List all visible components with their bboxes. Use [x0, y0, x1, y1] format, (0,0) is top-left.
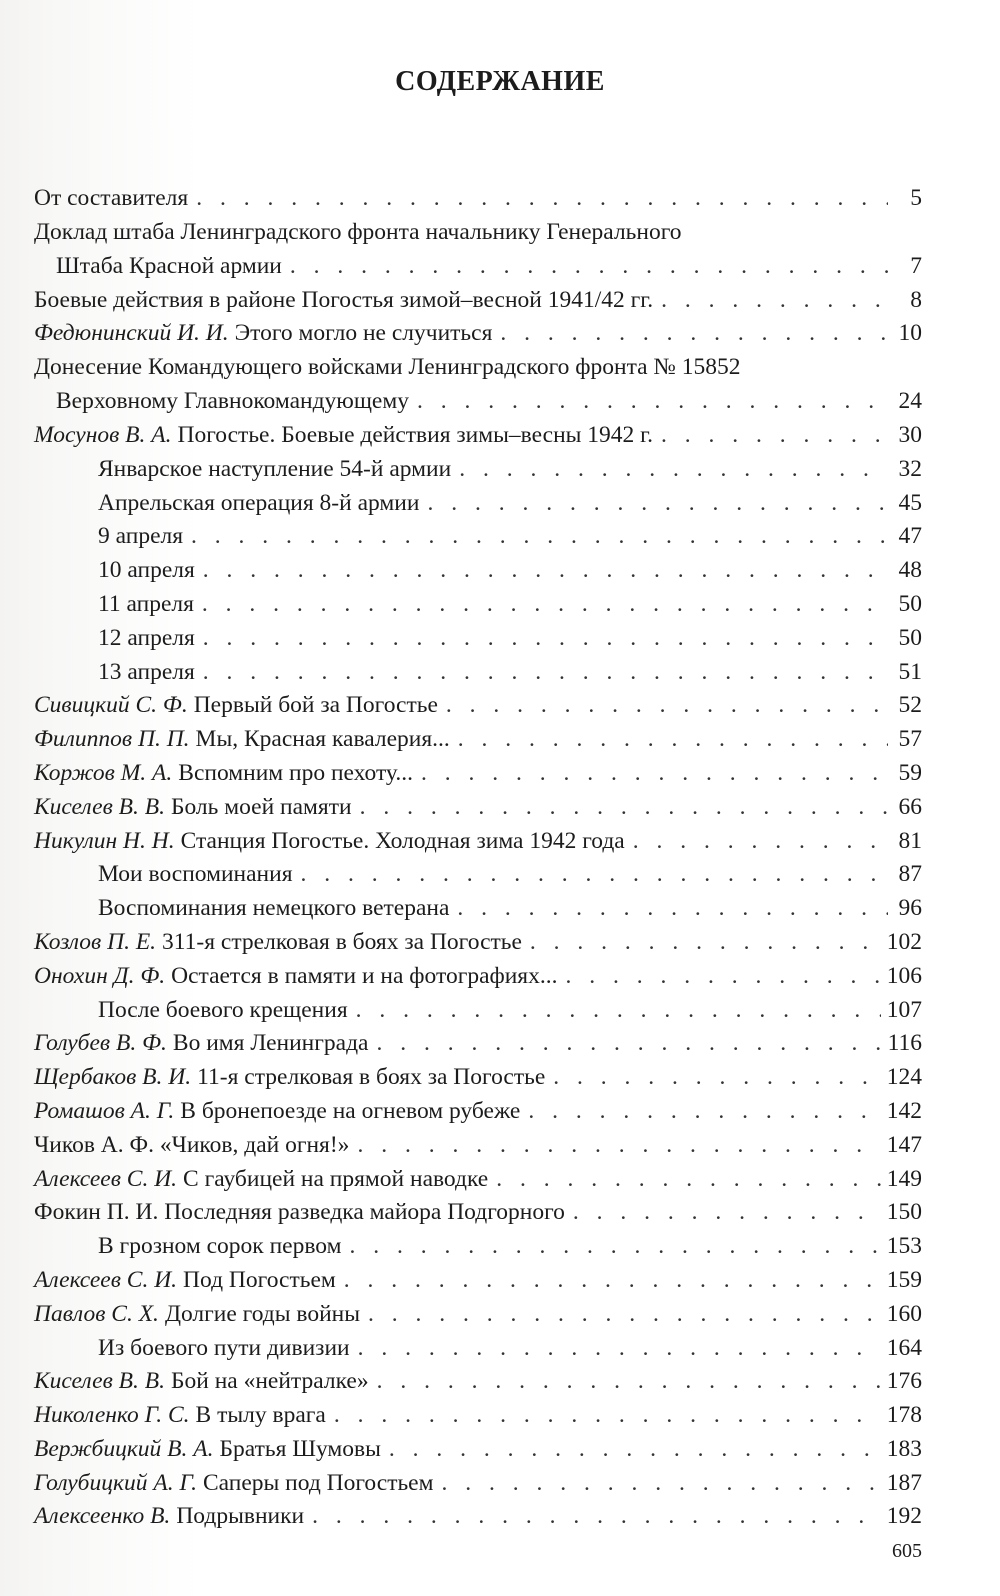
toc-entry-title: 10 апреля [98, 557, 195, 584]
toc-entry-title: Бой на «нейтралке» [171, 1368, 369, 1395]
toc-entry-title: Под Погостьем [183, 1266, 336, 1293]
leader-dots [360, 791, 888, 825]
leader-dots [417, 385, 888, 419]
toc-entry-title: Фокин П. И. Последняя разведка майора Подгорного [34, 1199, 565, 1226]
toc-entry [34, 351, 922, 385]
toc-entry-author: Филиппов П. П. [34, 726, 190, 753]
toc-entry-title: Донесение Командующего войсками Ленинградского фронта № 15852 [34, 354, 741, 381]
leader-dots [441, 1467, 880, 1501]
toc-entry [34, 1433, 922, 1467]
toc-entry-page: 102 [886, 928, 922, 955]
toc-entry-page: 8 [910, 286, 922, 313]
leader-dots [203, 554, 888, 588]
toc-entry-title: Саперы под Погостьем [202, 1469, 434, 1496]
toc-entry-title: Чиков А. Ф. «Чиков, дай огня!» [34, 1131, 350, 1158]
leader-dots [191, 520, 888, 554]
toc-entry-page: 183 [886, 1435, 922, 1462]
toc-entry-author: Никулин Н. Н. [34, 827, 175, 854]
toc-entry-author: Козлов П. Е. [34, 928, 157, 955]
leader-dots [356, 994, 881, 1028]
toc-entry-author: Вержбицкий В. А. [34, 1435, 214, 1462]
toc-entry-title: Станция Погостье. Холодная зима 1942 года [180, 827, 625, 854]
toc-entry-author: Киселев В. В. [34, 793, 165, 820]
leader-dots [358, 1332, 881, 1366]
toc-entry [34, 588, 922, 622]
leader-dots [376, 1027, 881, 1061]
toc-entry-title: В тылу врага [195, 1402, 326, 1429]
toc-entry [34, 1332, 922, 1366]
toc-entry-author: Павлов С. Х. [34, 1300, 159, 1327]
toc-entry-title: 9 апреля [98, 523, 184, 550]
toc-entry-title: 11 апреля [98, 590, 194, 617]
leader-dots [661, 419, 888, 453]
toc-entry-title: Вспомним про пехоту... [178, 759, 413, 786]
toc-entry-title: Во имя Ленинграда [172, 1030, 369, 1057]
leader-dots [357, 1129, 880, 1163]
leader-dots [633, 825, 888, 859]
toc-entry-page: 147 [886, 1131, 922, 1158]
toc-entry-page: 47 [898, 523, 922, 550]
toc-entry [34, 1500, 922, 1534]
leader-dots [389, 1433, 881, 1467]
toc-entry-page: 24 [898, 388, 922, 415]
toc-entry-title: Остается в памяти и на фотографиях... [171, 962, 558, 989]
toc-entry-page: 48 [898, 557, 922, 584]
toc-entry [34, 216, 922, 250]
leader-dots [446, 689, 888, 723]
toc-entry-page: 178 [886, 1402, 922, 1429]
toc-entry-title: 12 апреля [98, 624, 195, 651]
toc-entry-title: 311-я стрелковая в боях за Погостье [162, 928, 522, 955]
leader-dots [553, 1061, 880, 1095]
leader-dots [528, 1095, 880, 1129]
toc-entry [34, 182, 922, 216]
toc-entry-page: 107 [886, 996, 922, 1023]
toc-entry [34, 892, 922, 926]
toc-entry-author: Щербаков В. И. [34, 1064, 192, 1091]
toc-entry [34, 385, 922, 419]
toc-entry-title: От составителя [34, 185, 189, 211]
toc-entry-page: 192 [886, 1503, 922, 1530]
leader-dots [566, 960, 881, 994]
toc-entry-title: Доклад штаба Ленинградского фронта начальнику Генерального [34, 218, 682, 245]
leader-dots [312, 1500, 881, 1534]
leader-dots [203, 656, 888, 690]
leader-dots [530, 926, 881, 960]
toc-entry-page: 160 [886, 1300, 922, 1327]
toc-entry-title: В бронепоезде на огневом рубеже [180, 1097, 521, 1124]
toc-entry-author: Киселев В. В. [34, 1368, 165, 1395]
toc-entry [34, 284, 922, 318]
toc-entry [34, 1264, 922, 1298]
toc-entry-title: Воспоминания немецкого ветерана [98, 895, 450, 922]
page-title: СОДЕРЖАНИЕ [395, 66, 605, 97]
toc-entry [34, 1230, 922, 1264]
leader-dots [203, 622, 888, 656]
toc-entry [34, 825, 922, 859]
toc-entry [34, 1298, 922, 1332]
leader-dots [349, 1230, 880, 1264]
toc-entry [34, 689, 922, 723]
toc-entry-author: Алексеев С. И. [34, 1165, 178, 1192]
leader-dots [290, 250, 888, 284]
toc-entry-title: 13 апреля [98, 658, 195, 685]
leader-dots [500, 317, 888, 351]
toc-entry-page: 10 [898, 320, 922, 347]
toc-entry [34, 1129, 922, 1163]
page-number: 605 [892, 1540, 922, 1562]
toc-entry-author: Голубев В. Ф. [34, 1030, 167, 1057]
table-of-contents [34, 182, 922, 1534]
toc-entry [34, 926, 922, 960]
toc-entry [34, 250, 922, 284]
toc-entry [34, 1061, 922, 1095]
leader-dots [458, 723, 888, 757]
toc-entry [34, 554, 922, 588]
toc-entry-page: 50 [898, 624, 922, 651]
toc-entry-author: Мосунов В. А. [34, 421, 172, 448]
toc-entry-title: Апрельская операция 8-й армии [98, 489, 420, 516]
toc-entry-title: Боль моей памяти [171, 793, 352, 820]
toc-entry-page: 96 [898, 895, 922, 922]
leader-dots [573, 1196, 881, 1230]
leader-dots [496, 1163, 881, 1197]
toc-entry-page: 164 [886, 1334, 922, 1361]
toc-entry-title: Январское наступление 54-й армии [98, 455, 452, 482]
toc-entry [34, 520, 922, 554]
leader-dots [196, 182, 888, 216]
toc-entry-page: 124 [886, 1064, 922, 1091]
toc-entry [34, 317, 922, 351]
toc-entry-page: 116 [887, 1030, 922, 1057]
toc-entry-author: Голубицкий А. Г. [34, 1469, 197, 1496]
leader-dots [457, 892, 888, 926]
toc-entry-page: 57 [898, 726, 922, 753]
leader-dots [377, 1365, 881, 1399]
toc-entry-title: Из боевого пути дивизии [98, 1334, 350, 1361]
toc-entry [34, 487, 922, 521]
leader-dots [368, 1298, 881, 1332]
toc-entry [34, 757, 922, 791]
toc-entry-page: 45 [898, 489, 922, 516]
toc-entry-title: Подрывники [176, 1503, 305, 1530]
toc-entry-title: Мы, Красная кавалерия... [195, 726, 450, 753]
toc-entry-author: Алексеенко В. [34, 1503, 171, 1530]
toc-entry-page: 7 [910, 252, 922, 279]
leader-dots [301, 858, 888, 892]
toc-entry-title: Долгие годы войны [164, 1300, 361, 1327]
leader-dots [421, 757, 888, 791]
toc-entry-author: Федюнинский И. И. [34, 320, 229, 347]
toc-entry-author: Николенко Г. С. [34, 1402, 190, 1429]
leader-dots [334, 1399, 881, 1433]
toc-entry [34, 1027, 922, 1061]
toc-entry [34, 960, 922, 994]
toc-entry-page: 106 [886, 962, 922, 989]
toc-entry-title: 11-я стрелковая в боях за Погостье [197, 1064, 546, 1091]
toc-entry-page: 50 [898, 590, 922, 617]
toc-entry-page: 30 [898, 421, 922, 448]
toc-entry [34, 453, 922, 487]
toc-entry-title: Первый бой за Погостье [193, 692, 438, 719]
toc-entry-page: 149 [886, 1165, 922, 1192]
toc-entry-page: 66 [898, 793, 922, 820]
toc-entry-page: 52 [898, 692, 922, 719]
toc-entry [34, 1163, 922, 1197]
leader-dots [661, 284, 888, 318]
toc-entry-author: Коржов М. А. [34, 759, 173, 786]
leader-dots [202, 588, 888, 622]
toc-entry-page: 81 [898, 827, 922, 854]
toc-entry [34, 1365, 922, 1399]
toc-entry-title: Мои воспоминания [98, 861, 293, 888]
toc-entry [34, 419, 922, 453]
toc-entry-page: 150 [886, 1199, 922, 1226]
toc-entry-title: Погостье. Боевые действия зимы–весны 1942 г. [177, 421, 654, 448]
toc-entry-page: 5 [910, 185, 922, 211]
toc-entry [34, 622, 922, 656]
toc-entry-page: 51 [898, 658, 922, 685]
toc-entry-page: 59 [898, 759, 922, 786]
toc-entry-page: 87 [898, 861, 922, 888]
toc-entry-title: После боевого крещения [98, 996, 348, 1023]
toc-entry-author: Сивицкий С. Ф. [34, 692, 188, 719]
toc-entry-author: Алексеев С. И. [34, 1266, 178, 1293]
toc-entry [34, 858, 922, 892]
toc-entry-page: 142 [886, 1097, 922, 1124]
toc-entry-title: Этого могло не случиться [234, 320, 493, 347]
toc-entry [34, 1399, 922, 1433]
leader-dots [344, 1264, 881, 1298]
toc-entry-title: В грозном сорок первом [98, 1233, 342, 1260]
leader-dots [459, 453, 888, 487]
toc-entry-page: 32 [898, 455, 922, 482]
toc-entry-page: 153 [886, 1233, 922, 1260]
toc-entry [34, 723, 922, 757]
toc-entry [34, 994, 922, 1028]
toc-entry [34, 791, 922, 825]
toc-entry-title: Братья Шумовы [219, 1435, 381, 1462]
toc-entry-page: 176 [886, 1368, 922, 1395]
toc-entry-title: Верховному Главнокомандующему [56, 388, 409, 415]
toc-entry-author: Ромашов А. Г. [34, 1097, 175, 1124]
toc-entry-page: 159 [886, 1266, 922, 1293]
toc-entry [34, 1467, 922, 1501]
toc-entry [34, 656, 922, 690]
toc-entry-title: Штаба Красной армии [56, 252, 282, 279]
toc-entry-page: 187 [886, 1469, 922, 1496]
toc-entry [34, 1196, 922, 1230]
toc-entry-author: Онохин Д. Ф. [34, 962, 166, 989]
toc-entry-title: Боевые действия в районе Погостья зимой–весной 1941/42 гг. [34, 286, 654, 313]
toc-entry [34, 1095, 922, 1129]
leader-dots [427, 487, 888, 521]
toc-entry-title: С гаубицей на прямой наводке [183, 1165, 489, 1192]
